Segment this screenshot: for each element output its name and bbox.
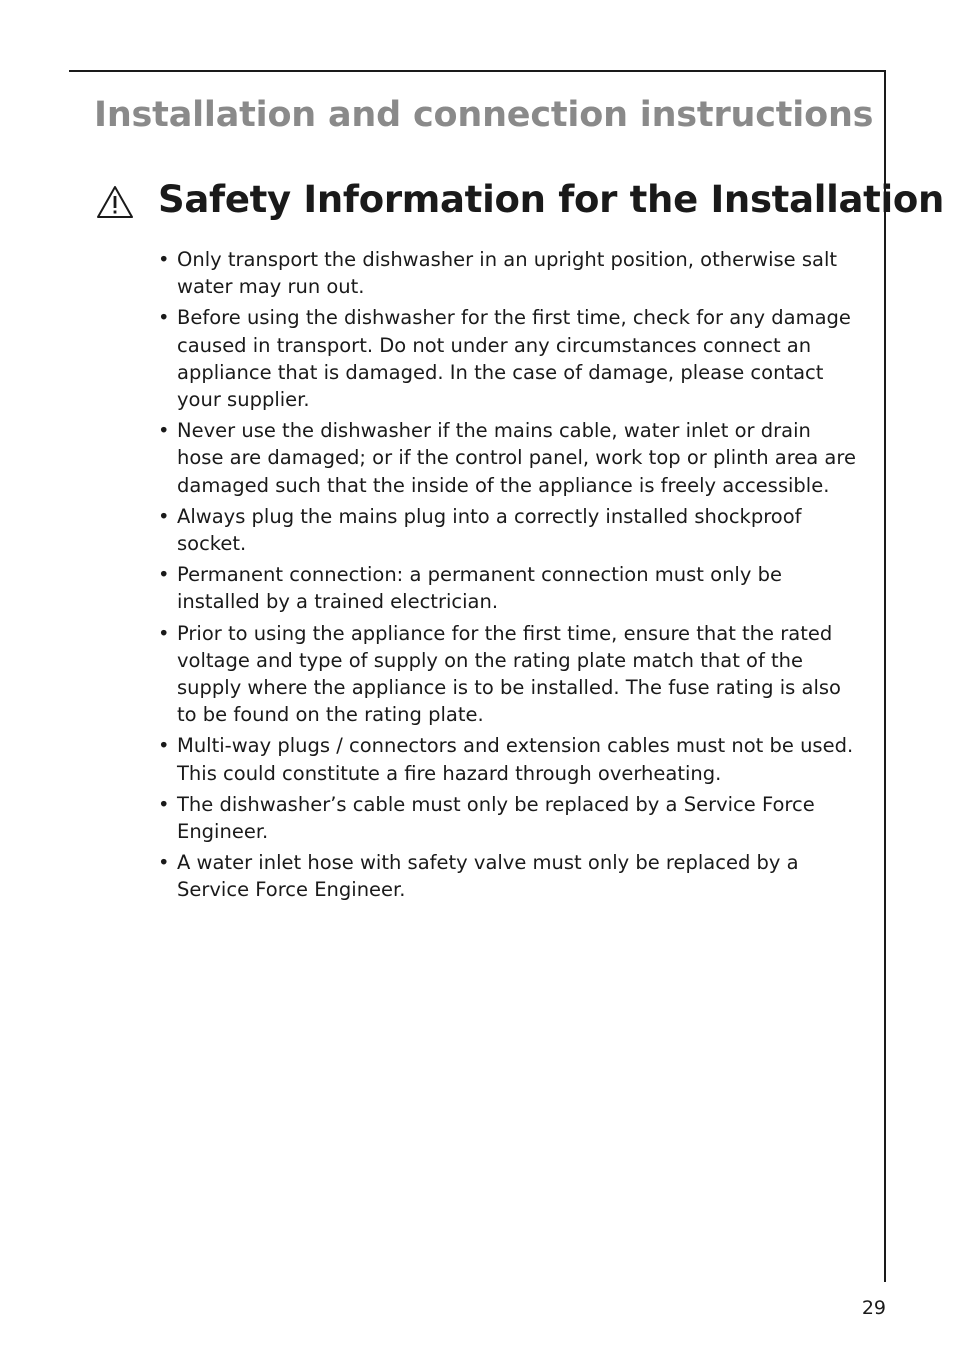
list-item [158, 304, 863, 413]
list-item [158, 791, 863, 845]
list-item-text: Permanent connection: a permanent connection must only be installed by a trained electrician. [177, 563, 782, 614]
list-item-text: Always plug the mains plug into a correctly installed shockproof socket. [177, 504, 802, 556]
list-item [158, 620, 863, 729]
list-item-text: Prior to using the appliance for the first time, ensure that the rated voltage and type of supply on the rating plate match that of the supply where the appliance is to be installed. The fuse rating is also to be found on the rating plate. [177, 621, 841, 727]
list-item [158, 503, 863, 557]
bullet-icon: • [158, 621, 170, 645]
bullet-icon: • [158, 851, 170, 875]
bullet-icon: • [158, 563, 170, 587]
bullet-icon: • [158, 419, 170, 443]
list-item [158, 246, 863, 300]
warning-triangle-icon [96, 185, 134, 219]
list-item-text: Only transport the dishwasher in an upright position, otherwise salt water may run out. [177, 248, 838, 299]
safety-instructions-list [158, 246, 863, 908]
bullet-icon: • [158, 734, 170, 758]
right-border-line [884, 70, 886, 1282]
bullet-icon: • [158, 504, 170, 528]
list-item [158, 849, 863, 903]
list-item [158, 561, 863, 615]
list-item-text: Before using the dishwasher for the first time, check for any damage caused in transport. Do not under any circumstances connect an appliance that is damaged. In the case of damage, please contact your supplier. [177, 306, 851, 412]
bullet-icon: • [158, 248, 170, 271]
list-item-text: Never use the dishwasher if the mains cable, water inlet or drain hose are damaged; or if the control panel, work top or plinth area are damaged such that the inside of the appliance is freely accessible. [177, 419, 856, 497]
list-item-text: Multi-way plugs / connectors and extension cables must not be used. This could constitute a fire hazard through overheating. [177, 734, 854, 785]
section-heading: Installation and connection instructions [94, 95, 874, 135]
top-border-line [69, 70, 886, 72]
bullet-icon: • [158, 306, 170, 330]
list-item-text: The dishwasher’s cable must only be replaced by a Service Force Engineer. [177, 792, 815, 844]
list-item [158, 732, 863, 786]
list-item [158, 417, 863, 499]
page-title: Safety Information for the Installation [158, 178, 945, 221]
bullet-icon: • [158, 792, 170, 816]
list-item-text: A water inlet hose with safety valve must only be replaced by a Service Force Engineer. [177, 851, 799, 902]
page-number: 29 [861, 1297, 886, 1319]
